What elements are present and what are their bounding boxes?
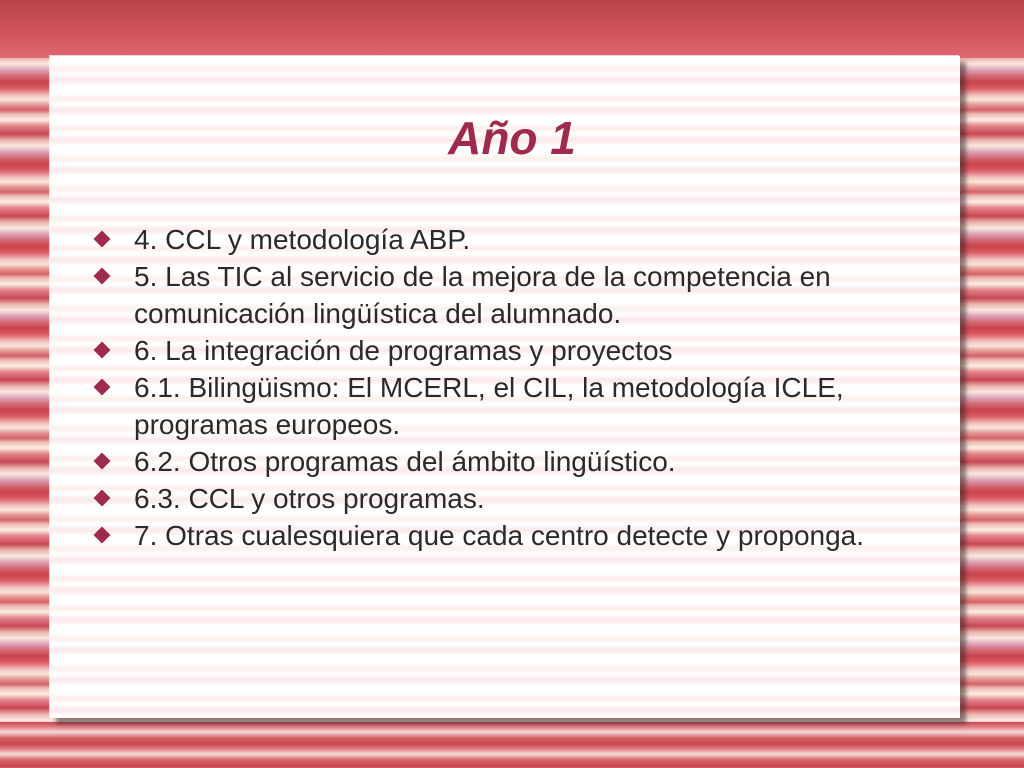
diamond-icon [94, 527, 111, 544]
list-item-text: 6.3. CCL y otros programas. [134, 483, 485, 514]
list-item [92, 258, 942, 332]
list-item-text: 4. CCL y metodología ABP. [134, 224, 471, 255]
list-item [92, 517, 942, 554]
diamond-icon [94, 342, 111, 359]
list-item-text: 6.2. Otros programas del ámbito lingüístico. [134, 446, 676, 477]
list-item-text: 6. La integración de programas y proyectos [134, 335, 673, 366]
diamond-icon [94, 231, 111, 248]
list-item-text: 5. Las TIC al servicio de la mejora de la competencia en comunicación lingüística del alumnado. [134, 261, 831, 329]
bullet-list [92, 221, 942, 554]
list-item [92, 221, 942, 258]
decorative-bottom-band [0, 722, 1024, 768]
diamond-icon [94, 268, 111, 285]
list-item [92, 369, 942, 443]
list-item [92, 332, 942, 369]
diamond-icon [94, 490, 111, 507]
list-item [92, 480, 942, 517]
diamond-icon [94, 453, 111, 470]
list-item-text: 6.1. Bilingüismo: El MCERL, el CIL, la metodología ICLE, programas europeos. [134, 372, 844, 440]
list-item-text: 7. Otras cualesquiera que cada centro detecte y proponga. [134, 520, 865, 551]
decorative-top-band [0, 0, 1024, 58]
slide-title: Año 1 [448, 112, 576, 164]
list-item [92, 443, 942, 480]
diamond-icon [94, 379, 111, 396]
